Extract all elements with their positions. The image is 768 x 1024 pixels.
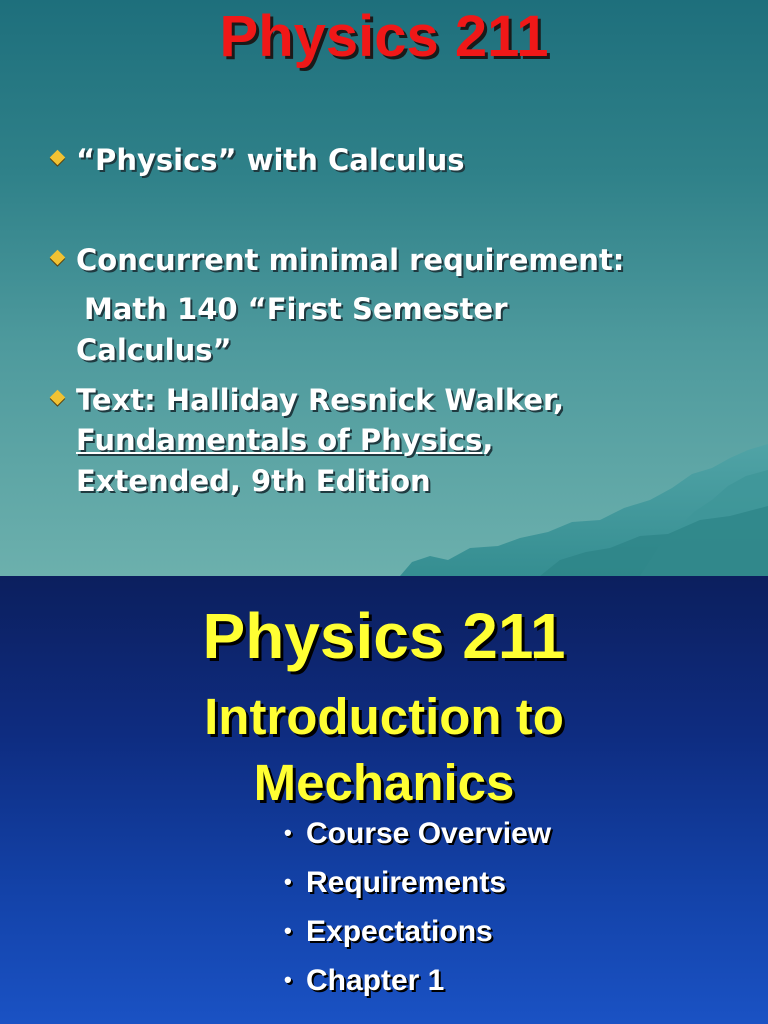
bullet-text: “Physics” with Calculus	[76, 143, 465, 177]
bullet-dot-icon: •	[284, 918, 292, 943]
bullet-text: Concurrent minimal requirement:	[76, 243, 625, 277]
bullet-text-continuation: Extended, 9th Edition	[76, 464, 431, 498]
bullet-dot-icon: •	[284, 967, 292, 992]
list-item-label: Course Overview	[306, 817, 552, 850]
slide-2-subtitle-line-2: Mechanics	[253, 754, 515, 811]
list-item	[284, 863, 506, 902]
list-item-label: Requirements	[306, 866, 507, 899]
list-item	[284, 961, 444, 1000]
diamond-bullet-icon	[50, 250, 66, 266]
slide-2	[0, 576, 768, 1024]
diamond-bullet-icon	[50, 150, 66, 166]
book-title: Fundamentals of Physics	[76, 423, 483, 457]
list-item	[284, 912, 493, 951]
list-item-label: Expectations	[306, 915, 493, 948]
bullet-text-continuation: Calculus”	[76, 333, 232, 367]
diamond-bullet-icon	[50, 390, 66, 406]
bullet-text: Text: Halliday Resnick Walker,	[76, 383, 565, 417]
list-item	[284, 814, 551, 853]
slide-1-title: Physics 211	[219, 4, 549, 69]
list-item-label: Chapter 1	[306, 964, 445, 997]
bullet-dot-icon: •	[284, 869, 292, 894]
bullet-dot-icon: •	[284, 820, 292, 845]
bullet-text-continuation	[76, 420, 493, 460]
slide-2-title: Physics 211	[202, 600, 566, 672]
book-title-comma: ,	[482, 423, 494, 457]
bullet-text-continuation: Math 140 “First Semester	[84, 292, 508, 326]
slide-2-subtitle-line-1: Introduction to	[204, 688, 564, 745]
